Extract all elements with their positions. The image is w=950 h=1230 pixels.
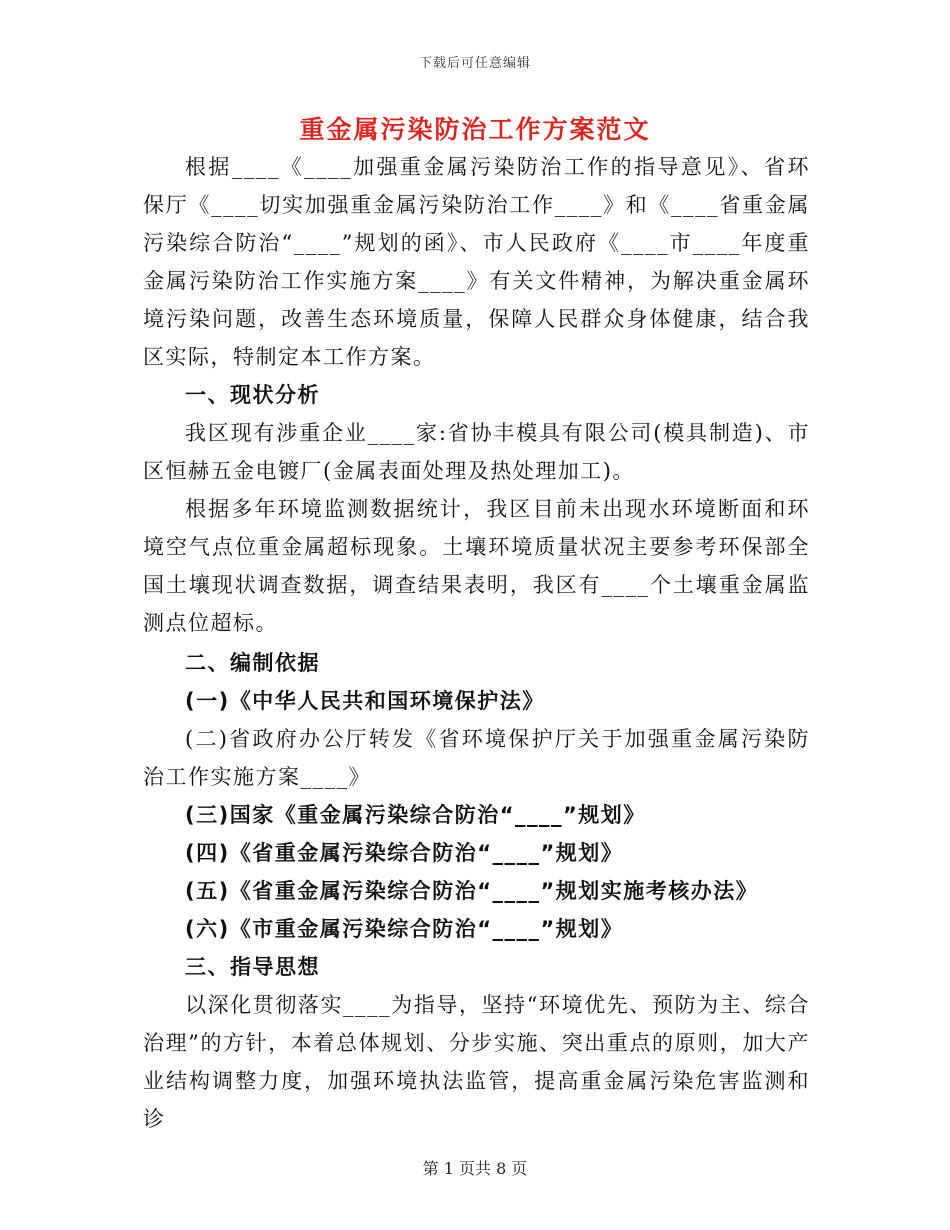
section-heading-status: 一、现状分析 (185, 383, 320, 407)
document-body (143, 148, 810, 1138)
guiding-ideology-paragraph: 以深化贯彻落实____为指导，坚持“环境优先、预防为主、综合治理”的方针，本着总体规划、分步实施、突出重点的原则，加大产业结构调整力度，加强环境执法监管，提高重金属污染危害监测和诊 (143, 993, 810, 1131)
section-heading-basis: 二、编制依据 (185, 651, 320, 675)
page-footer: 第 1 页共 8 页 (422, 1159, 528, 1178)
section-heading-guiding-ideology: 三、指导思想 (185, 955, 320, 979)
intro-paragraph: 根据____《____加强重金属污染防治工作的指导意见》、省环保厅《____切实加强重金属污染防治工作____》和《____省重金属污染综合防治“____”规划的函》、市人民政府《____市____年度重金属污染防治工作实施方案____》有关文件精神，为解决重金属环境污染问题，改善生态环境质量，保障人民群众身体健康，结合我区实际，特制定本工作方案。 (143, 155, 810, 369)
basis-item-4: (四)《省重金属污染综合防治“____”规划》 (185, 841, 624, 865)
document-title: 重金属污染防治工作方案范文 (299, 115, 651, 144)
basis-item-2: (二)省政府办公厅转发《省环境保护厅关于加强重金属污染防治工作实施方案____》 (143, 727, 810, 789)
page-header: 下载后可任意编辑 (418, 56, 531, 71)
basis-item-3: (三)国家《重金属污染综合防治“____”规划》 (185, 803, 646, 827)
status-paragraph-enterprises: 我区现有涉重企业____家:省协丰模具有限公司(模具制造)、市区恒赫五金电镀厂(金属表面处理及热处理加工)。 (143, 421, 810, 483)
basis-item-6: (六)《市重金属污染综合防治“____”规划》 (185, 917, 624, 941)
basis-item-1: (一)《中华人民共和国环境保护法》 (185, 689, 545, 713)
status-paragraph-monitoring: 根据多年环境监测数据统计，我区目前未出现水环境断面和环境空气点位重金属超标现象。土壤环境质量状况主要参考环保部全国土壤现状调查数据，调查结果表明，我区有____个土壤重金属监测点位超标。 (143, 497, 810, 635)
basis-item-5: (五)《省重金属污染综合防治“____”规划实施考核办法》 (185, 879, 759, 903)
